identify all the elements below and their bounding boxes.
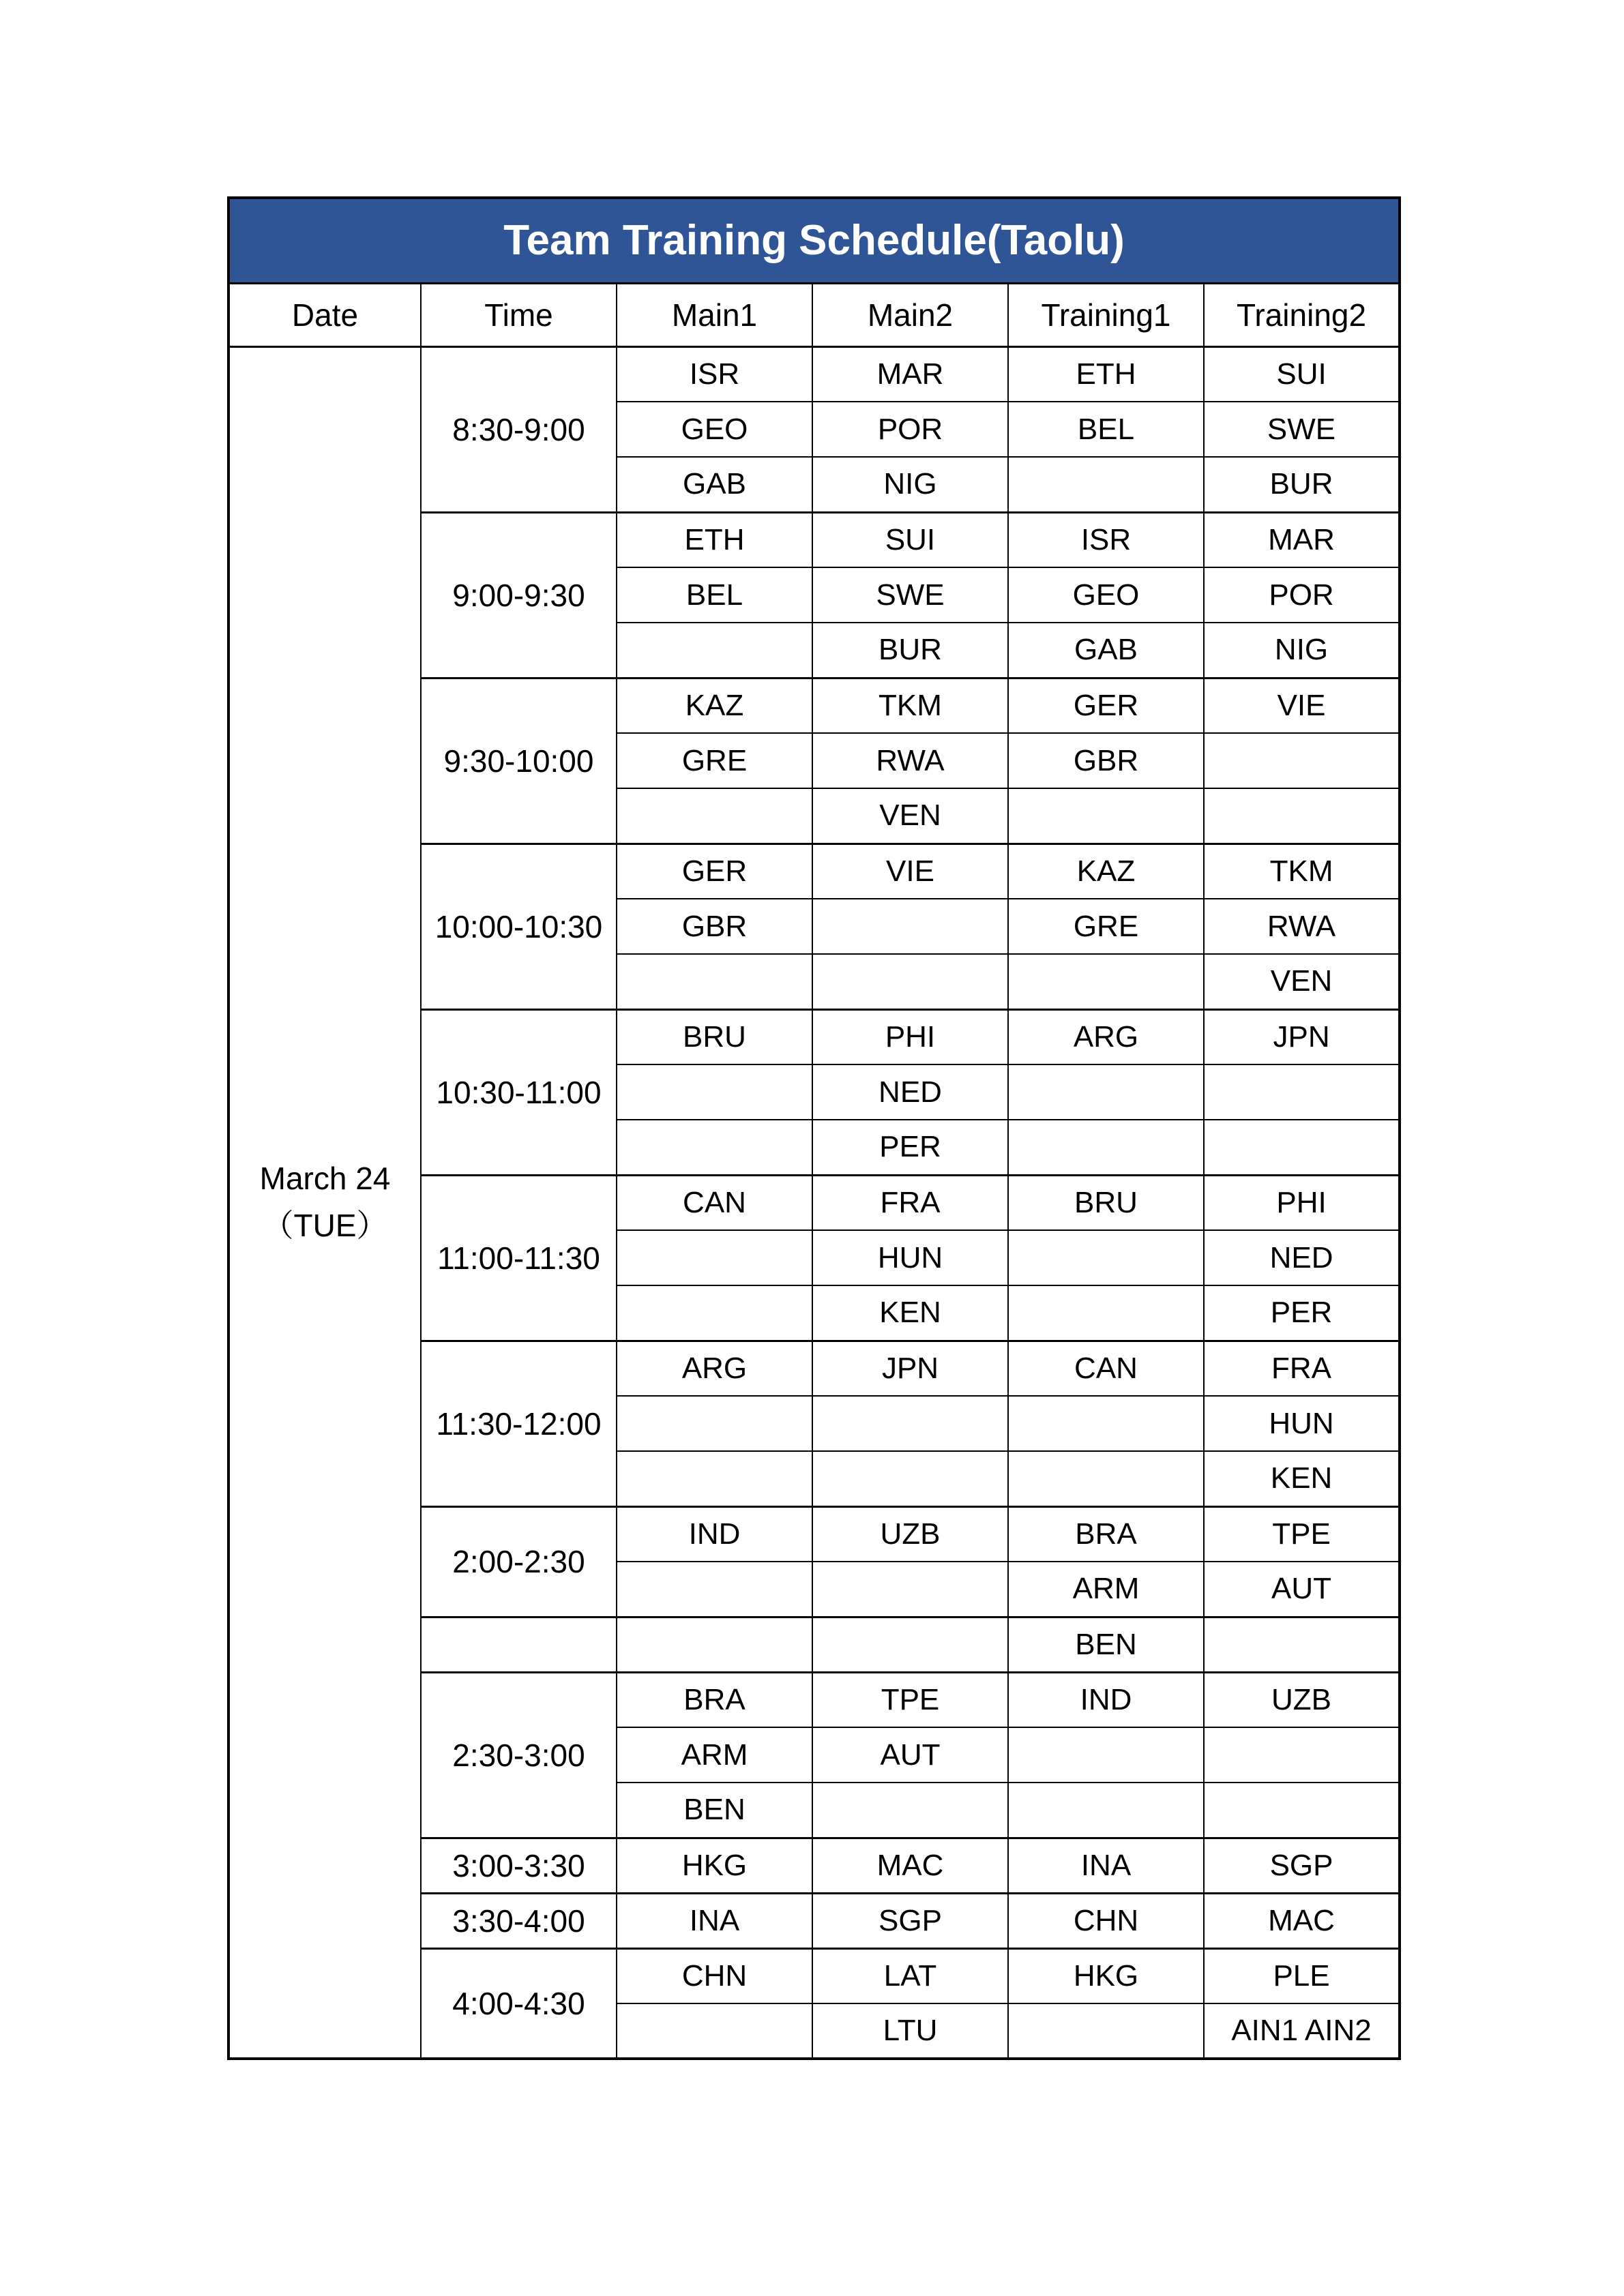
team-cell-jpn: JPN	[812, 1341, 1008, 1396]
team-cell-empty	[812, 1451, 1008, 1506]
team-cell-hun: HUN	[812, 1230, 1008, 1285]
column-header-main2: Main2	[812, 283, 1008, 346]
team-cell-empty	[617, 1562, 812, 1617]
team-cell-vie: VIE	[812, 844, 1008, 899]
team-cell-ain1-ain2: AIN1 AIN2	[1204, 2003, 1400, 2059]
team-cell-ven: VEN	[1204, 954, 1400, 1009]
team-cell-nig: NIG	[1204, 623, 1400, 678]
column-header-main1: Main1	[617, 283, 812, 346]
team-cell-empty	[1204, 1727, 1400, 1783]
schedule-body	[228, 346, 1400, 2059]
column-header-training2: Training2	[1204, 283, 1400, 346]
page-title: Team Training Schedule(Taolu)	[228, 198, 1400, 283]
column-header-time: Time	[421, 283, 617, 346]
team-cell-tpe: TPE	[812, 1672, 1008, 1727]
time-cell-3-30-4-00: 3:30-4:00	[421, 1893, 617, 1948]
schedule-table	[227, 196, 1401, 2060]
time-cell-2-30-3-00: 2:30-3:00	[421, 1672, 617, 1838]
team-cell-bel: BEL	[617, 567, 812, 623]
team-cell-empty	[812, 1783, 1008, 1838]
time-cell-11-30-12-00: 11:30-12:00	[421, 1341, 617, 1506]
team-cell-empty	[617, 1617, 812, 1672]
team-cell-ina: INA	[1008, 1838, 1204, 1893]
team-cell-arm: ARM	[617, 1727, 812, 1783]
team-cell-tkm: TKM	[812, 678, 1008, 733]
team-cell-jpn: JPN	[1204, 1009, 1400, 1064]
team-cell-sgp: SGP	[812, 1893, 1008, 1948]
team-cell-empty	[1008, 954, 1204, 1009]
team-cell-chn: CHN	[1008, 1893, 1204, 1948]
team-cell-arg: ARG	[1008, 1009, 1204, 1064]
title-row	[228, 198, 1400, 283]
team-cell-swe: SWE	[1204, 402, 1400, 457]
team-cell-empty	[617, 788, 812, 844]
team-cell-mar: MAR	[812, 346, 1008, 402]
team-cell-hun: HUN	[1204, 1396, 1400, 1451]
team-cell-geo: GEO	[617, 402, 812, 457]
team-cell-ger: GER	[1008, 678, 1204, 733]
team-cell-uzb: UZB	[812, 1506, 1008, 1562]
time-cell-11-00-11-30: 11:00-11:30	[421, 1175, 617, 1341]
team-cell-ltu: LTU	[812, 2003, 1008, 2059]
team-cell-uzb: UZB	[1204, 1672, 1400, 1727]
team-cell-fra: FRA	[1204, 1341, 1400, 1396]
team-cell-empty	[617, 623, 812, 678]
team-cell-empty	[1204, 1617, 1400, 1672]
team-cell-ple: PLE	[1204, 1948, 1400, 2003]
team-cell-empty	[812, 954, 1008, 1009]
column-header-row	[228, 283, 1400, 346]
column-header-training1: Training1	[1008, 283, 1204, 346]
team-cell-can: CAN	[1008, 1341, 1204, 1396]
team-cell-ben: BEN	[617, 1783, 812, 1838]
team-cell-lat: LAT	[812, 1948, 1008, 2003]
time-cell-2-00-2-30: 2:00-2:30	[421, 1506, 617, 1617]
team-cell-mar: MAR	[1204, 512, 1400, 567]
team-cell-empty	[617, 1064, 812, 1120]
team-cell-ven: VEN	[812, 788, 1008, 844]
time-cell-10-30-11-00: 10:30-11:00	[421, 1009, 617, 1175]
team-cell-empty	[1204, 1064, 1400, 1120]
team-cell-ind: IND	[1008, 1672, 1204, 1727]
team-cell-sui: SUI	[1204, 346, 1400, 402]
team-cell-tkm: TKM	[1204, 844, 1400, 899]
team-cell-bra: BRA	[1008, 1506, 1204, 1562]
team-cell-empty	[1008, 1451, 1204, 1506]
column-header-date: Date	[228, 283, 421, 346]
team-cell-tpe: TPE	[1204, 1506, 1400, 1562]
document-page	[227, 196, 1401, 2060]
team-cell-isr: ISR	[617, 346, 812, 402]
team-cell-isr: ISR	[1008, 512, 1204, 567]
date-line2: （TUE）	[262, 1208, 388, 1244]
team-cell-mac: MAC	[1204, 1893, 1400, 1948]
time-cell-empty	[421, 1617, 617, 1672]
schedule-row	[228, 346, 1400, 402]
team-cell-empty	[1008, 1396, 1204, 1451]
team-cell-bur: BUR	[1204, 457, 1400, 512]
team-cell-aut: AUT	[812, 1727, 1008, 1783]
team-cell-bru: BRU	[617, 1009, 812, 1064]
team-cell-nig: NIG	[812, 457, 1008, 512]
team-cell-bel: BEL	[1008, 402, 1204, 457]
team-cell-phi: PHI	[1204, 1175, 1400, 1230]
team-cell-ger: GER	[617, 844, 812, 899]
team-cell-swe: SWE	[812, 567, 1008, 623]
team-cell-empty	[1008, 788, 1204, 844]
team-cell-bra: BRA	[617, 1672, 812, 1727]
team-cell-arm: ARM	[1008, 1562, 1204, 1617]
team-cell-per: PER	[1204, 1285, 1400, 1341]
time-cell-9-00-9-30: 9:00-9:30	[421, 512, 617, 678]
team-cell-empty	[1204, 1120, 1400, 1175]
team-cell-empty	[1008, 1230, 1204, 1285]
team-cell-empty	[617, 1120, 812, 1175]
team-cell-rwa: RWA	[1204, 899, 1400, 954]
team-cell-empty	[812, 899, 1008, 954]
team-cell-eth: ETH	[617, 512, 812, 567]
team-cell-empty	[1008, 1727, 1204, 1783]
time-cell-9-30-10-00: 9:30-10:00	[421, 678, 617, 844]
team-cell-bur: BUR	[812, 623, 1008, 678]
team-cell-sgp: SGP	[1204, 1838, 1400, 1893]
team-cell-arg: ARG	[617, 1341, 812, 1396]
team-cell-empty	[617, 1230, 812, 1285]
team-cell-kaz: KAZ	[1008, 844, 1204, 899]
team-cell-rwa: RWA	[812, 733, 1008, 788]
team-cell-chn: CHN	[617, 1948, 812, 2003]
team-cell-empty	[812, 1617, 1008, 1672]
team-cell-aut: AUT	[1204, 1562, 1400, 1617]
team-cell-empty	[1008, 457, 1204, 512]
team-cell-sui: SUI	[812, 512, 1008, 567]
team-cell-empty	[812, 1396, 1008, 1451]
time-cell-8-30-9-00: 8:30-9:00	[421, 346, 617, 512]
time-cell-3-00-3-30: 3:00-3:30	[421, 1838, 617, 1893]
team-cell-ned: NED	[1204, 1230, 1400, 1285]
team-cell-gab: GAB	[617, 457, 812, 512]
team-cell-ken: KEN	[1204, 1451, 1400, 1506]
team-cell-phi: PHI	[812, 1009, 1008, 1064]
team-cell-empty	[1008, 1783, 1204, 1838]
team-cell-gab: GAB	[1008, 623, 1204, 678]
team-cell-fra: FRA	[812, 1175, 1008, 1230]
team-cell-empty	[617, 1396, 812, 1451]
team-cell-per: PER	[812, 1120, 1008, 1175]
team-cell-can: CAN	[617, 1175, 812, 1230]
team-cell-geo: GEO	[1008, 567, 1204, 623]
team-cell-ken: KEN	[812, 1285, 1008, 1341]
time-cell-10-00-10-30: 10:00-10:30	[421, 844, 617, 1009]
team-cell-ben: BEN	[1008, 1617, 1204, 1672]
team-cell-ned: NED	[812, 1064, 1008, 1120]
team-cell-gbr: GBR	[1008, 733, 1204, 788]
team-cell-ind: IND	[617, 1506, 812, 1562]
team-cell-vie: VIE	[1204, 678, 1400, 733]
team-cell-mac: MAC	[812, 1838, 1008, 1893]
team-cell-kaz: KAZ	[617, 678, 812, 733]
team-cell-empty	[1008, 1064, 1204, 1120]
team-cell-bru: BRU	[1008, 1175, 1204, 1230]
team-cell-empty	[1204, 733, 1400, 788]
team-cell-gbr: GBR	[617, 899, 812, 954]
time-cell-4-00-4-30: 4:00-4:30	[421, 1948, 617, 2059]
team-cell-empty	[1008, 1120, 1204, 1175]
date-cell	[228, 346, 421, 2059]
team-cell-empty	[812, 1562, 1008, 1617]
team-cell-empty	[617, 1451, 812, 1506]
team-cell-empty	[1204, 788, 1400, 844]
team-cell-eth: ETH	[1008, 346, 1204, 402]
team-cell-empty	[1204, 1783, 1400, 1838]
team-cell-empty	[1008, 1285, 1204, 1341]
team-cell-gre: GRE	[1008, 899, 1204, 954]
team-cell-por: POR	[1204, 567, 1400, 623]
team-cell-ina: INA	[617, 1893, 812, 1948]
team-cell-empty	[617, 2003, 812, 2059]
team-cell-empty	[617, 954, 812, 1009]
team-cell-hkg: HKG	[1008, 1948, 1204, 2003]
team-cell-empty	[1008, 2003, 1204, 2059]
team-cell-gre: GRE	[617, 733, 812, 788]
team-cell-empty	[617, 1285, 812, 1341]
date-line1: March 24	[259, 1161, 391, 1197]
team-cell-por: POR	[812, 402, 1008, 457]
team-cell-hkg: HKG	[617, 1838, 812, 1893]
